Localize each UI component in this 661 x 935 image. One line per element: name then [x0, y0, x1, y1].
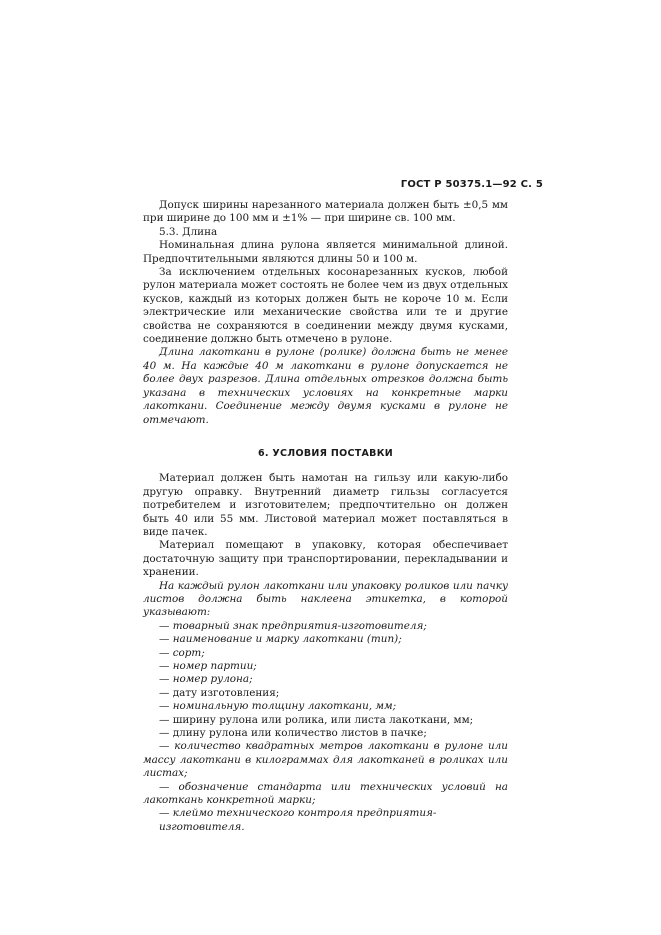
list-item: — номер рулона;: [159, 673, 253, 686]
label-paragraph: На каждый рулон лакоткани или упаковку роликов или пачку листов должна быть наклеена этикетка, в которой указывают:: [143, 579, 508, 619]
list-item: — номер партии;: [159, 660, 257, 672]
list-item: — ширину рулона или ролика, или листа лакоткани, мм;: [159, 713, 474, 726]
packaging-paragraph: Материал помещают в упаковку, которая обеспечивает достаточную защиту при транспортировании, перекладывании и хранении.: [143, 539, 508, 579]
list-item: — наименование и марку лакоткани (тип);: [159, 633, 402, 646]
document-body: [143, 199, 508, 834]
list-item: — сорт;: [159, 646, 205, 659]
list-item: — обозначение стандарта или технических условий на лакоткань конкретной марки;: [143, 780, 508, 807]
winding-paragraph: Материал должен быть намотан на гильзу или какую-либо другую оправку. Внутренний диаметр гильзы согласуется потребителем и изготовителем; предпочтительно он должен быть 40 или 55 мм. Листовой материал может поставляться в виде пачек.: [143, 472, 508, 538]
page-header: ГОСТ Р 50375.1—92 С. 5: [400, 179, 543, 190]
list-item: — товарный знак предприятия-изготовителя;: [159, 619, 427, 632]
list-item: — длину рулона или количество листов в пачке;: [159, 727, 427, 740]
label-contents-list: [143, 620, 508, 835]
nominal-length-paragraph: Номинальная длина рулона является минимальной длиной. Предпочтительными являются длины 50 и 100 м.: [143, 239, 508, 265]
list-item: — клеймо технического контроля предприятия-изготовителя.: [159, 807, 437, 833]
list-item: — дату изготовления;: [159, 686, 280, 699]
list-item: — номинальную толщину лакоткани, мм;: [159, 700, 397, 713]
width-tolerance-paragraph: Допуск ширины нарезанного материала должен быть ±0,5 мм при ширине до 100 мм и ±1% — при ширине св. 100 мм.: [143, 199, 508, 225]
varnished-cloth-length-paragraph: Длина лакоткани в рулоне (ролике) должна быть не менее 40 м. На каждые 40 м лакоткани в рулоне допускается не более двух разрезов. Длина отдельных отрезков должна быть указана в технических условиях на конкретные марки лакоткани. Соединение между двумя кусками в рулоне не отмечают.: [143, 346, 508, 426]
section-title: 6. УСЛОВИЯ ПОСТАВКИ: [257, 447, 394, 459]
pieces-paragraph: За исключением отдельных косонарезанных кусков, любой рулон материала может состоять не более чем из двух отдельных кусков, каждый из которых должен быть не короче 10 м. Если электрические или механические свойства или те и другие свойства не сохраняются в соединении между двумя кусками, соединение должно быть отмечено в рулоне.: [143, 266, 508, 346]
subsection-heading-length: 5.3. Длина: [159, 225, 218, 238]
list-item: — количество квадратных метров лакоткани в рулоне или массу лакоткани в килограммах для лакотканей в роликах или листах;: [143, 740, 508, 780]
